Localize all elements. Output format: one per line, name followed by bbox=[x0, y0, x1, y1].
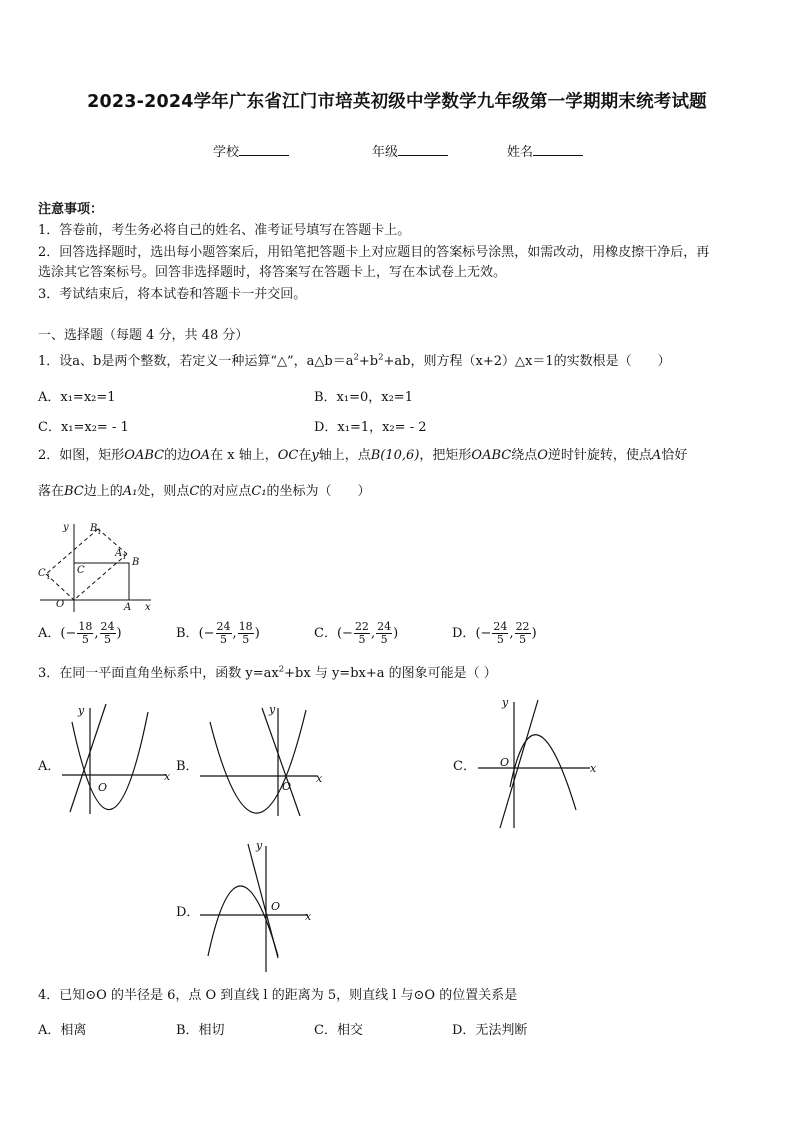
note-2-line-2: 选涂其它答案标号。回答非选择题时，将答案写在答题卡上，写在本试卷上无效。 bbox=[38, 265, 507, 280]
svg-text:x: x bbox=[590, 762, 597, 775]
name-field[interactable] bbox=[507, 141, 583, 160]
q3-graph-c[interactable] bbox=[474, 692, 600, 830]
svg-text:O: O bbox=[282, 780, 292, 793]
q2-option-d[interactable]: D．(− $\frac{24}{5}$ , $\frac{22}{5}$ ) bbox=[452, 620, 537, 646]
notes-heading: 注意事项： bbox=[38, 202, 104, 217]
q1-option-c[interactable]: C．x₁=x₂= - 1 bbox=[38, 420, 129, 435]
q3-option-b-label[interactable]: B． bbox=[176, 759, 199, 774]
svg-text:1: 1 bbox=[122, 553, 127, 561]
q3-graph-a[interactable] bbox=[60, 702, 175, 817]
q1-option-d[interactable]: D．x₁=1，x₂= - 2 bbox=[314, 420, 427, 435]
question-2-line-2: 落在BC边上的A₁处，则点C的对应点C₁的坐标为（ ） bbox=[38, 484, 371, 499]
svg-text:O: O bbox=[500, 756, 510, 769]
svg-text:A: A bbox=[124, 602, 132, 613]
svg-text:x: x bbox=[316, 772, 323, 785]
note-3: 3．考试结束后，将本试卷和答题卡一并交回。 bbox=[38, 287, 307, 302]
grade-label: 年级 bbox=[372, 145, 399, 160]
question-3-stem: 3．在同一平面直角坐标系中，函数 $y=ax^2+bx$ 与 y=bx+a 的图象可能是（ ） bbox=[38, 664, 497, 681]
svg-text:x: x bbox=[145, 602, 151, 613]
q1-option-a[interactable]: A．x₁=x₂=1 bbox=[38, 390, 116, 405]
svg-text:O: O bbox=[271, 900, 281, 913]
section-heading: 一、选择题（每题 4 分，共 48 分） bbox=[38, 328, 249, 343]
question-1-stem: 1．设a、b是两个整数，若定义一种运算“△”，$a\triangle b=a^2+b^2+ab$，则方程（x+2）△x＝1的实数根是（ ） bbox=[38, 352, 671, 369]
svg-text:C: C bbox=[77, 565, 85, 576]
q3-option-c-label[interactable]: C． bbox=[453, 759, 476, 774]
q3-option-d-label[interactable]: D． bbox=[176, 905, 200, 920]
note-2-line-1: 2．回答选择题时，选出每小题答案后，用铅笔把答题卡上对应题目的答案标号涂黑，如需改动，用橡皮擦干净后，再 bbox=[38, 245, 710, 260]
svg-text:B: B bbox=[90, 523, 98, 534]
q2-rectangle-figure bbox=[36, 516, 160, 616]
svg-text:y: y bbox=[502, 696, 509, 709]
svg-text:A: A bbox=[115, 548, 123, 559]
q3-graph-d[interactable] bbox=[198, 836, 318, 974]
svg-text:1: 1 bbox=[46, 573, 51, 581]
svg-text:B: B bbox=[132, 557, 140, 568]
svg-text:1: 1 bbox=[97, 528, 102, 536]
q2-option-a[interactable]: A．(− $\frac{18}{5}$ , $\frac{24}{5}$ ) bbox=[38, 620, 122, 646]
svg-text:y: y bbox=[269, 703, 276, 716]
svg-text:C: C bbox=[38, 568, 46, 579]
name-label: 姓名 bbox=[507, 145, 534, 160]
school-label: 学校 bbox=[213, 145, 240, 160]
page-title: 2023-2024学年广东省江门市培英初级中学数学九年级第一学期期末统考试题 bbox=[87, 92, 707, 112]
svg-text:y: y bbox=[63, 522, 69, 533]
svg-text:y: y bbox=[256, 839, 263, 852]
note-1: 1．答卷前，考生务必将自己的姓名、准考证号填写在答题卡上。 bbox=[38, 223, 411, 238]
q2-option-c[interactable]: C．(− $\frac{22}{5}$ , $\frac{24}{5}$ ) bbox=[314, 620, 399, 646]
q4-option-c[interactable]: C．相交 bbox=[314, 1023, 363, 1038]
q4-option-b[interactable]: B．相切 bbox=[176, 1023, 225, 1038]
q3-option-a-label[interactable]: A． bbox=[38, 759, 61, 774]
question-2-line-1: 2．如图，矩形OABC的边OA在 x 轴上，OC在y轴上，点B(10,6)，把矩形OABC绕点O逆时针旋转，使点A恰好 bbox=[38, 448, 688, 463]
q1-option-b[interactable]: B．x₁=0，x₂=1 bbox=[314, 390, 413, 405]
q2-option-b[interactable]: B．(− $\frac{24}{5}$ , $\frac{18}{5}$ ) bbox=[176, 620, 260, 646]
svg-text:x: x bbox=[305, 910, 312, 923]
svg-text:x: x bbox=[164, 770, 171, 783]
q4-option-d[interactable]: D．无法判断 bbox=[452, 1023, 528, 1038]
q4-option-a[interactable]: A．相离 bbox=[38, 1023, 87, 1038]
svg-text:O: O bbox=[56, 599, 65, 610]
q3-graph-b[interactable] bbox=[198, 700, 328, 820]
svg-text:y: y bbox=[78, 704, 85, 717]
question-4-stem: 4．已知⊙O 的半径是 6，点 O 到直线 l 的距离为 5，则直线 l 与⊙O 的位置关系是 bbox=[38, 988, 518, 1003]
school-field[interactable] bbox=[213, 141, 289, 160]
grade-field[interactable] bbox=[372, 141, 448, 160]
svg-text:O: O bbox=[98, 781, 108, 794]
